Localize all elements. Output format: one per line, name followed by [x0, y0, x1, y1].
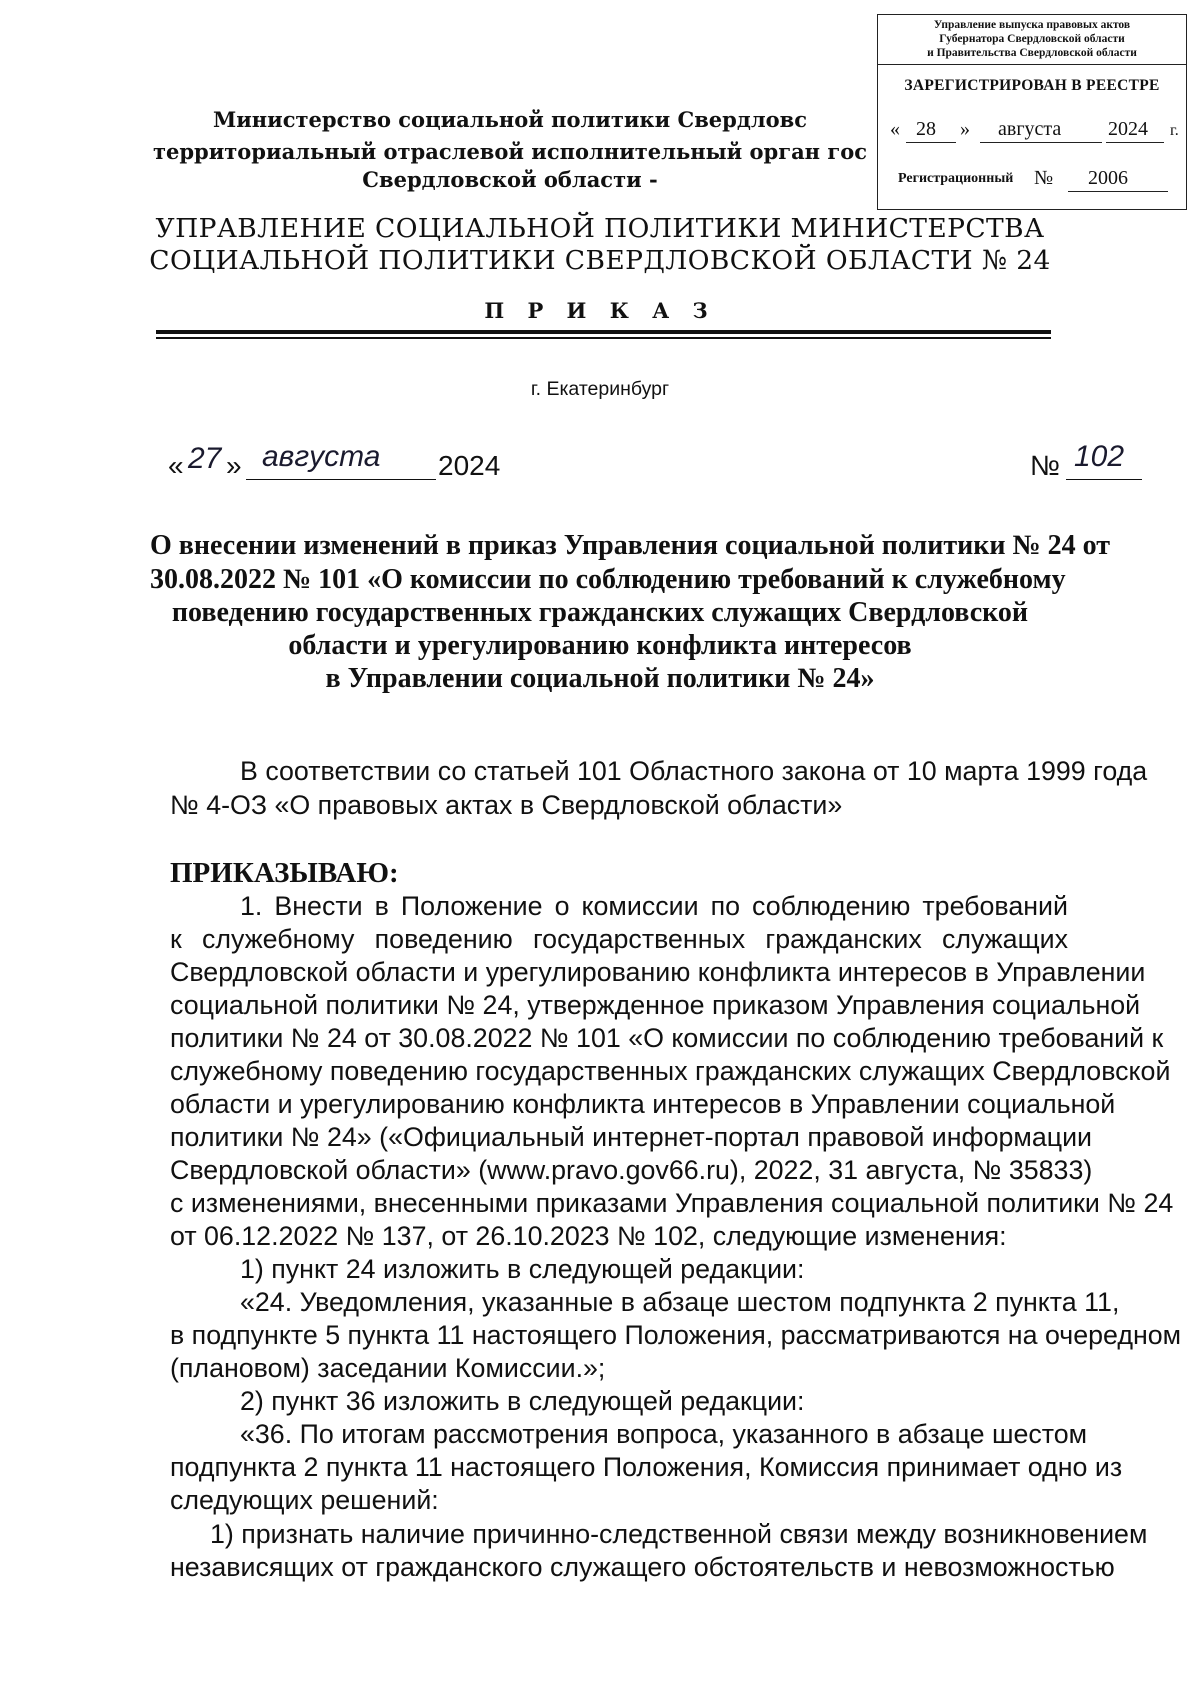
stamp-date [888, 118, 1180, 144]
body-line: 2) пункт 36 изложить в следующей редакции: [240, 1386, 805, 1416]
body-line: следующих решений: [170, 1485, 439, 1515]
title-line: области и урегулированию конфликта интересов [288, 630, 912, 661]
date-open-quote: « [168, 450, 184, 481]
date-year: 2024 [438, 450, 501, 481]
order-number-handwritten: 102 [1074, 440, 1125, 473]
body-line: Свердловской области и урегулированию конфликта интересов в Управлении [170, 957, 1146, 987]
organization-name-line: УПРАВЛЕНИЕ СОЦИАЛЬНОЙ ПОЛИТИКИ МИНИСТЕРСТВА [155, 213, 1045, 244]
number-underline [1066, 479, 1142, 480]
stamp-open-quote: « [890, 118, 900, 140]
title-line: поведению государственных гражданских служащих Свердловской [171, 597, 1029, 628]
preamble-line: № 4-ОЗ «О правовых актах в Свердловской области» [170, 790, 843, 820]
header-rule-thick [156, 330, 1051, 334]
body-line: в подпункте 5 пункта 11 настоящего Положения, рассматриваются на очередном [170, 1320, 1182, 1350]
ministry-line: Министерство социальной политики Свердловс [212, 107, 808, 132]
body-line: «24. Уведомления, указанные в абзаце шестом подпункта 2 пункта 11, [240, 1287, 1120, 1317]
date-month-handwritten: августа [262, 440, 381, 473]
order-heading: ПРИКАЗЫВАЮ: [170, 857, 399, 889]
city: г. Екатеринбург [530, 378, 670, 400]
header-rule-thin [156, 337, 1051, 339]
number-sign: № [1030, 450, 1061, 481]
body-line: Свердловской области» (www.pravo.gov66.ru), 2022, 31 августа, № 35833) [170, 1155, 1093, 1185]
body-line: социальной политики № 24, утвержденное приказом Управления социальной [170, 990, 1141, 1020]
body-line: политики № 24» («Официальный интернет-портал правовой информации [170, 1122, 1093, 1152]
body-line: (плановом) заседании Комиссии.»; [170, 1353, 606, 1383]
stamp-header-line: Губернатора Свердловской области [939, 33, 1125, 45]
ministry-line: Свердловской области - [362, 167, 658, 192]
title-line: в Управлении социальной политики № 24» [325, 663, 875, 694]
date-day-handwritten: 27 [188, 442, 222, 475]
body-line: 1) пункт 24 изложить в следующей редакции: [240, 1254, 805, 1284]
body-line: подпункта 2 пункта 11 настоящего Положения, Комиссия принимает одно из [170, 1452, 1123, 1482]
ministry-line: территориальный отраслевой исполнительный орган гос [152, 139, 868, 164]
stamp-reg-number: 2006 [1088, 167, 1128, 189]
body-line: служебному поведению государственных гражданских служащих Свердловской [170, 1056, 1171, 1086]
stamp-title: ЗАРЕГИСТРИРОВАН В РЕЕСТРЕ [904, 77, 1160, 94]
body-line: от 06.12.2022 № 137, от 26.10.2023 № 102, следующие изменения: [170, 1221, 1007, 1251]
stamp-day: 28 [916, 118, 936, 140]
stamp-year-suffix: г. [1170, 122, 1179, 139]
title-line: 30.08.2022 № 101 «О комиссии по соблюдению требований к служебному [150, 564, 1066, 595]
body-line: области и урегулированию конфликта интересов в Управлении социальной [170, 1089, 1116, 1119]
body-line: «36. По итогам рассмотрения вопроса, указанного в абзаце шестом [240, 1419, 1088, 1449]
stamp-header-line: и Правительства Свердловской области [927, 47, 1137, 59]
body-line: к служебному поведению государственных гражданских служащих [170, 924, 1068, 954]
stamp-registration [898, 167, 1178, 193]
stamp-header-line: Управление выпуска правовых актов [933, 19, 1131, 31]
stamp-reg-label: Регистрационный [898, 171, 1014, 186]
body-line: с изменениями, внесенными приказами Управления социальной политики № 24 [170, 1188, 1174, 1218]
stamp-year: 2024 [1108, 118, 1148, 140]
date-month-underline [246, 479, 436, 480]
stamp-month: августа [998, 118, 1062, 140]
body-line: 1) признать наличие причинно-следственной связи между возникновением [210, 1519, 1148, 1549]
title-line: О внесении изменений в приказ Управления социальной политики № 24 от [150, 530, 1111, 561]
registration-stamp [877, 14, 1187, 210]
stamp-reg-no-sign: № [1034, 167, 1054, 189]
date-close-quote: » [226, 450, 242, 481]
stamp-close-quote: » [960, 118, 970, 140]
doc-type: П Р И К А З [484, 298, 716, 323]
preamble-line: В соответствии со статьей 101 Областного закона от 10 марта 1999 года [240, 756, 1148, 786]
organization-name-line: СОЦИАЛЬНОЙ ПОЛИТИКИ СВЕРДЛОВСКОЙ ОБЛАСТИ № 24 [149, 245, 1051, 276]
body-line: политики № 24 от 30.08.2022 № 101 «О комиссии по соблюдению требований к [170, 1023, 1164, 1053]
stamp-header [878, 15, 1186, 65]
body-line: независящих от гражданского служащего обстоятельств и невозможностью [170, 1552, 1115, 1582]
body-line: 1. Внести в Положение о комиссии по соблюдению требований [240, 891, 1068, 921]
